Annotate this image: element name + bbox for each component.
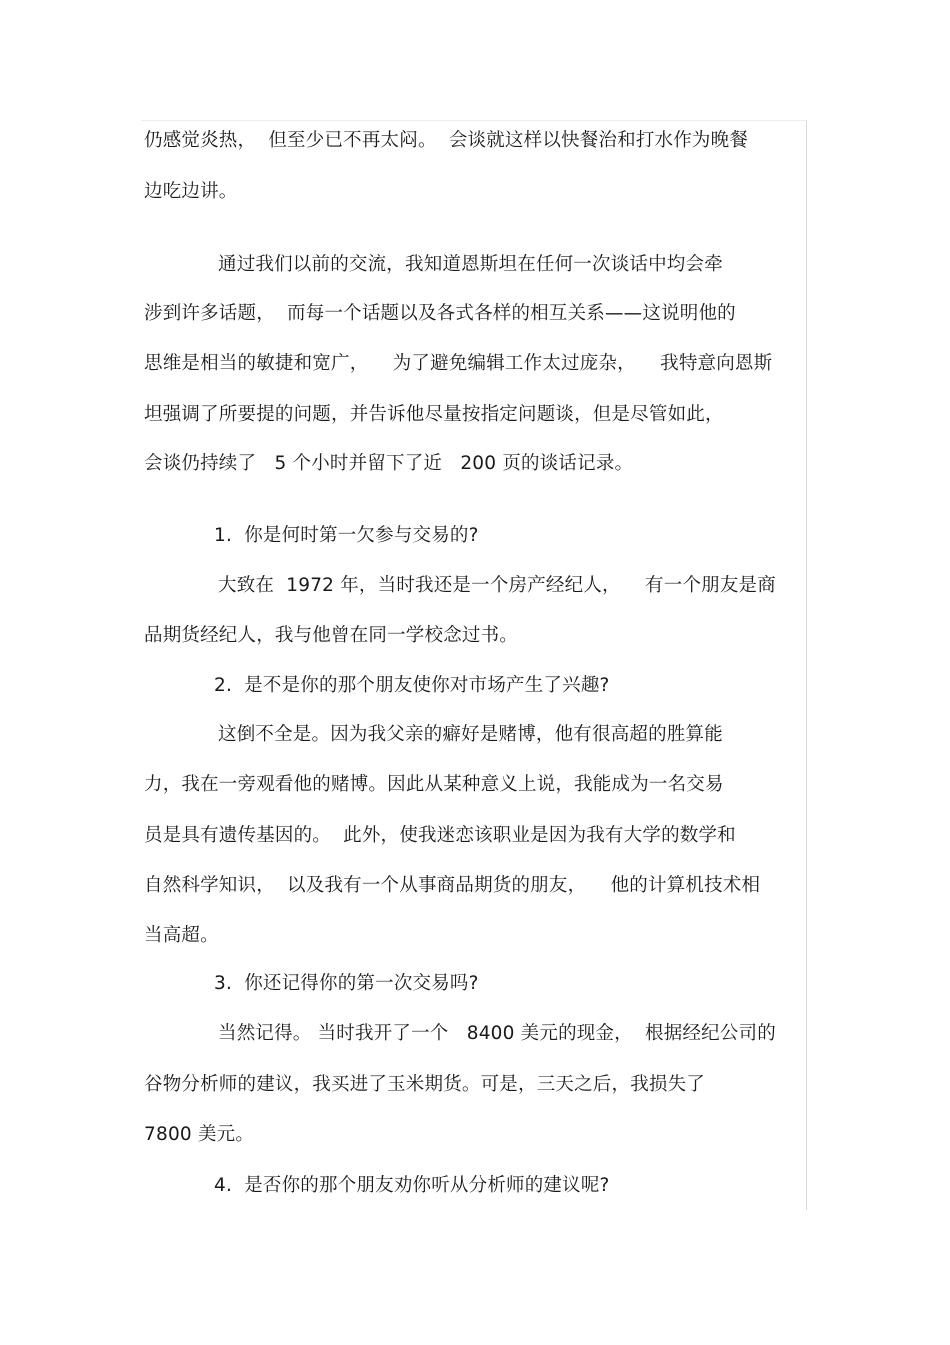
text-line: 自然科学知识， 以及我有一个从事商品期货的朋友， 他的计算机技术相 [144,875,761,896]
text-line: 力，我在一旁观看他的赌博。因此从某种意义上说，我能成为一名交易 [144,774,724,795]
text-line: 边吃边讲。 [144,181,238,202]
text-line: 这倒不全是。因为我父亲的癖好是赌博，他有很高超的胜算能 [218,724,723,745]
text-line: 坦强调了所要提的问题，并告诉他尽量按指定问题谈，但是尽管如此， [144,404,724,425]
text-line: 当然记得。 当时我开了一个 8400 美元的现金， 根据经纪公司的 [218,1023,776,1044]
text-line: 通过我们以前的交流，我知道恩斯坦在任何一次谈话中均会牵 [218,254,723,275]
text-line: 涉到许多话题， 而每一个话题以及各式各样的相互关系——这说明他的 [144,303,736,324]
question-heading: 4. 是否你的那个朋友劝你听从分析师的建议呢? [214,1175,610,1196]
question-heading: 2. 是不是你的那个朋友使你对市场产生了兴趣? [214,675,610,696]
text-line: 当高超。 [144,925,219,946]
question-heading: 1. 你是何时第一欠参与交易的? [214,525,479,546]
text-line: 仍感觉炎热， 但至少已不再太闷。 会谈就这样以快餐治和打水作为晚餐 [144,130,749,151]
question-heading: 3. 你还记得你的第一次交易吗? [214,973,479,994]
text-line: 品期货经纪人，我与他曾在同一学校念过书。 [144,625,519,646]
text-line: 思维是相当的敏捷和宽广， 为了避免编辑工作太过庞杂， 我特意向恩斯 [144,353,773,374]
text-line: 大致在 1972 年，当时我还是一个房产经纪人， 有一个朋友是商 [218,575,776,596]
text-line: 会谈仍持续了 5 个小时并留下了近 200 页的谈话记录。 [144,453,634,474]
text-line: 7800 美元。 [144,1124,255,1145]
page-frame [141,120,807,1210]
text-line: 员是具有遗传基因的。 此外，使我迷恋该职业是因为我有大学的数学和 [144,825,736,846]
text-line: 谷物分析师的建议，我买进了玉米期货。可是，三天之后，我损失了 [144,1074,706,1095]
